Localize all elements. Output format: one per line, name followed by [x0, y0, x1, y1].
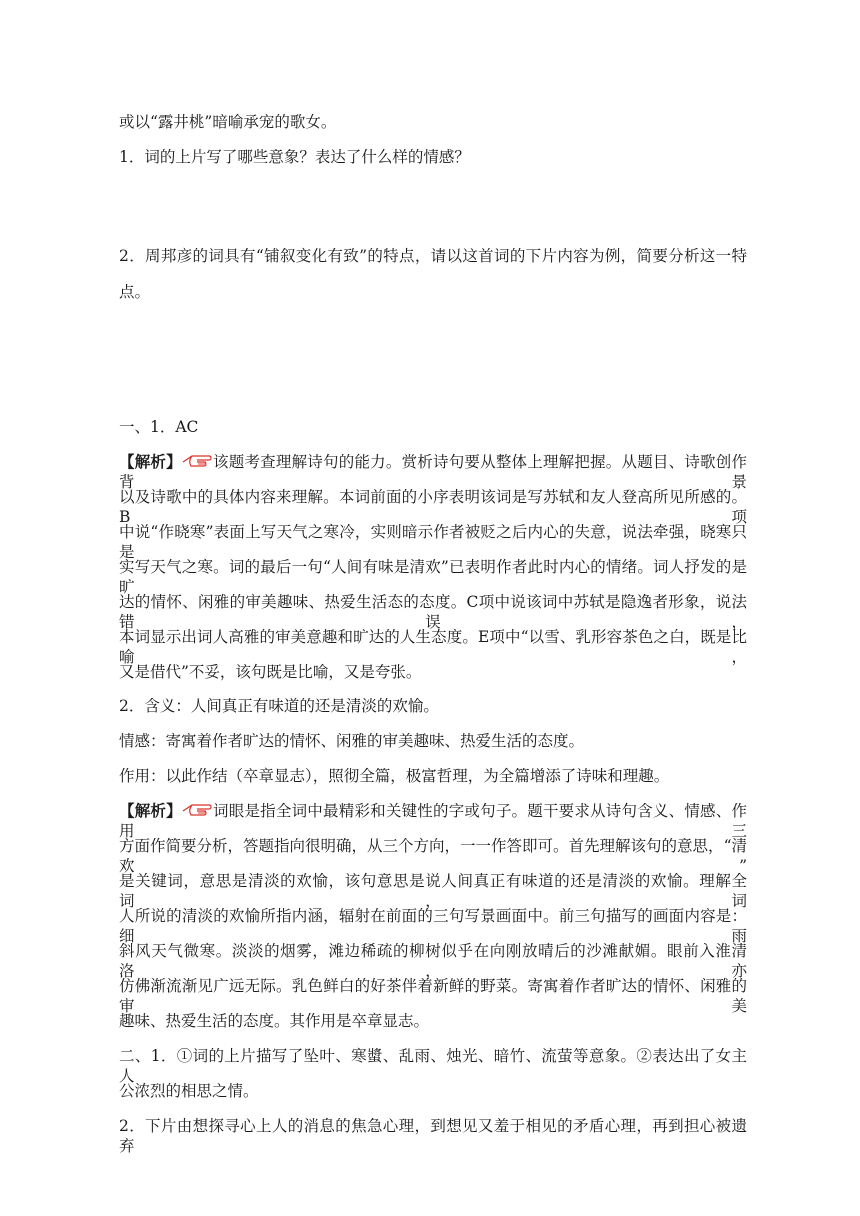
text-line: 公浓烈的相思之情。	[119, 1082, 259, 1100]
pointing-hand-icon	[182, 802, 212, 818]
analysis-label: 【解析】	[119, 801, 182, 820]
text-line: 斜风天气微寒。淡淡的烟雾，滩边稀疏的柳树似乎在向刚放晴后的沙滩献媚。眼前入淮清洛，亦	[119, 942, 747, 980]
text-line: 或以“露井桃”暗喻承宠的歌女。	[119, 113, 337, 131]
answer-heading: 一、1．AC	[119, 418, 199, 436]
analysis-label: 【解析】	[119, 452, 182, 471]
pointing-hand-icon	[182, 453, 212, 469]
question-2: 2．周邦彦的词具有“铺叙变化有致”的特点，请以这首词的下片内容为例，简要分析这一特	[119, 247, 747, 265]
text-line: 点。	[119, 283, 151, 301]
text-line: 本词显示出词人高雅的审美意趣和旷达的人生态度。E项中“以雪、乳形容茶色之白，既是比喻，	[119, 628, 747, 666]
text-line: 情感：寄寓着作者旷达的情怀、闲雅的审美趣味、热爱生活的态度。	[119, 732, 585, 750]
text-line: 二、1．①词的上片描写了坠叶、寒螿、乱雨、烛光、暗竹、流萤等意象。②表达出了女主人	[119, 1047, 747, 1085]
text-line: 方面作简要分析，答题指向很明确，从三个方向，一一作答即可。首先理解该句的意思，“清欢”	[119, 837, 747, 875]
text-line: 人所说的清淡的欢愉所指内涵，辐射在前面的三句写景画面中。前三句描写的画面内容是：细雨	[119, 907, 747, 945]
text-line: 趣味、热爱生活的态度。其作用是卒章显志。	[119, 1012, 430, 1030]
text-line: 以及诗歌中的具体内容来理解。本词前面的小序表明该词是写苏轼和友人登高所见所感的。B项	[119, 488, 747, 526]
text-line: 作用：以此作结（卒章显志），照彻全篇，极富哲理，为全篇增添了诗味和理趣。	[119, 767, 670, 785]
text-line: 中说“作晓寒”表面上写天气之寒冷，实则暗示作者被贬之后内心的失意，说法牵强，晓寒只是	[119, 523, 747, 561]
text-line: 仿佛渐流渐见广远无际。乳色鲜白的好茶伴着新鲜的野菜。寄寓着作者旷达的情怀、闲雅的审美	[119, 977, 747, 1015]
analysis-line: 【解析】 词眼是指全词中最精彩和关键性的字或句子。题干要求从诗句含义、情感、作用三	[119, 801, 747, 840]
text-line: 2．含义：人间真正有味道的还是清淡的欢愉。	[119, 697, 439, 715]
analysis-line: 【解析】 该题考查理解诗句的能力。赏析诗句要从整体上理解把握。从题目、诗歌创作背景	[119, 452, 747, 491]
text-line: 2．下片由想探寻心上人的消息的焦急心理，到想见又羞于相见的矛盾心理，再到担心被遗弃	[119, 1117, 747, 1155]
text-line: 实写天气之寒。词的最后一句“人间有味是清欢”已表明作者此时内心的情绪。词人抒发的是旷	[119, 558, 747, 596]
text-line: 是关键词，意思是清淡的欢愉，该句意思是说人间真正有味道的还是清淡的欢愉。理解全词，词	[119, 872, 747, 910]
text-line: 又是借代”不妥，该句既是比喻，又是夸张。	[119, 663, 422, 681]
question-1: 1．词的上片写了哪些意象？表达了什么样的情感？	[119, 148, 470, 166]
text-line: 达的情怀、闲雅的审美趣味、热爱生活态的态度。C项中说该词中苏轼是隐逸者形象，说法错误，	[119, 593, 747, 631]
